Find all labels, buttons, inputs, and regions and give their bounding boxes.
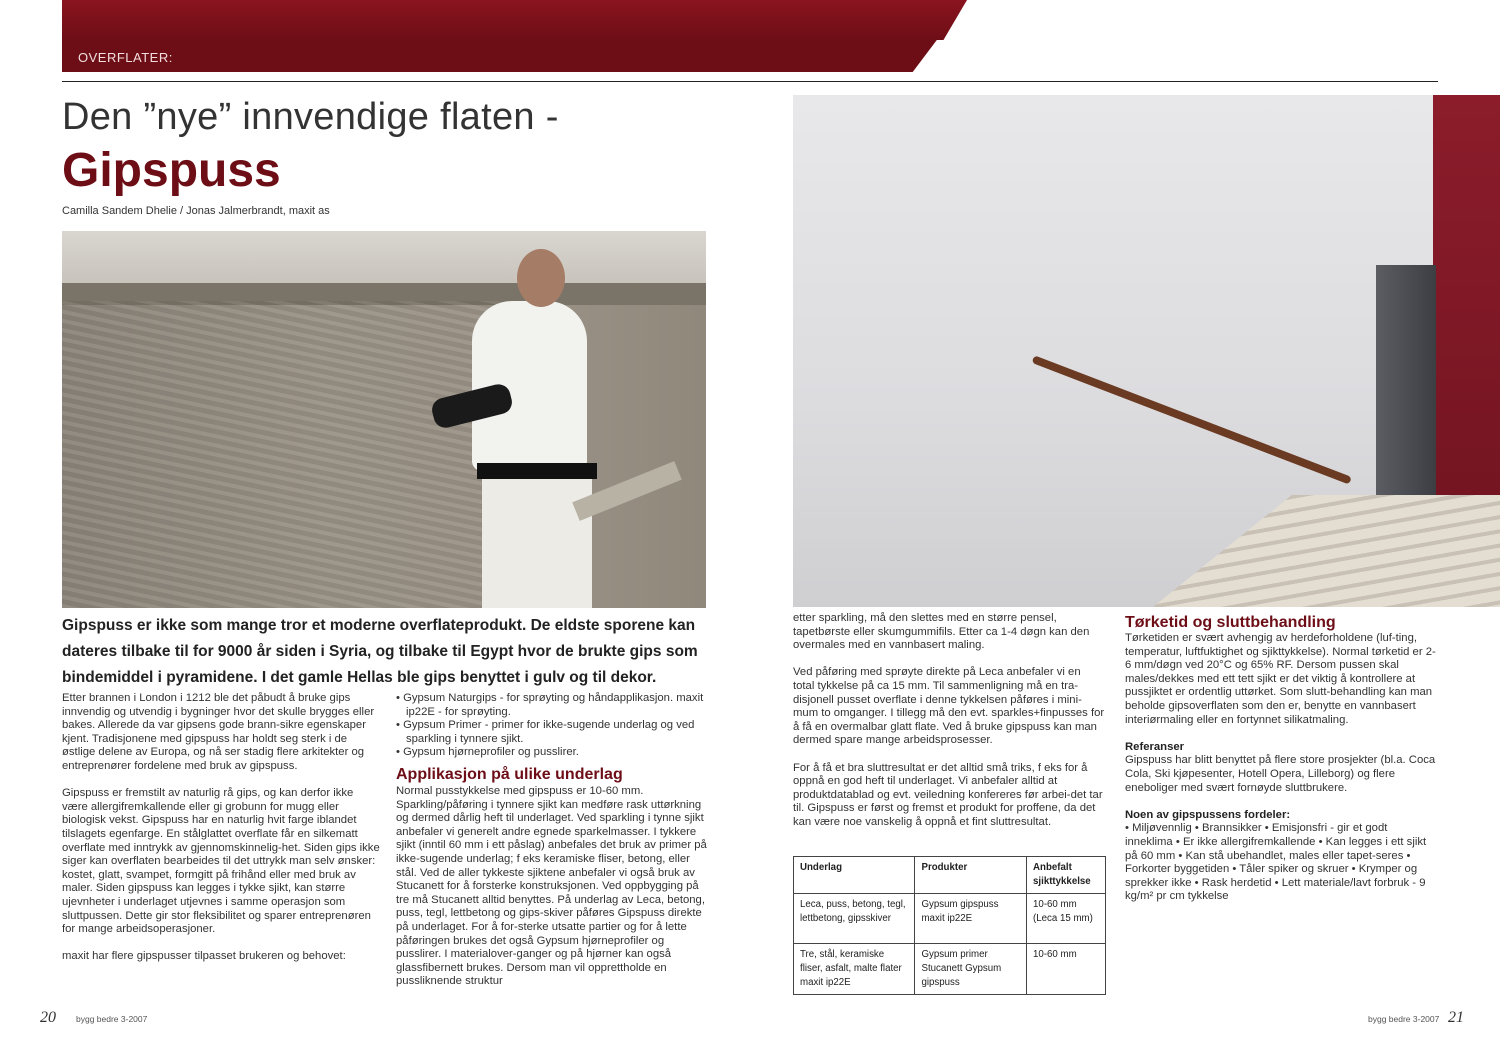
section-label: OVERFLATER: [78,50,173,65]
stairwell-photo [793,95,1500,607]
paragraph: For å få et bra sluttresultat er det alltid små triks, f eks for å oppnå en god heft til underlaget. Vi anbefaler alltid at produktdatablad og evt. veiledning konfereres før arbei-det tar til. Gipspuss er først og fremst et produkt for proffene, da det kan være noe vanskelig å oppnå et fint sluttresultat. [793,761,1103,828]
table-header-row [794,857,1106,894]
page-number-left: 20 [40,1009,56,1026]
subheading: Noen av gipspussens fordeler: [1125,808,1291,821]
table-cell: 10-60 mm [1027,944,1106,995]
paragraph: Gipspuss er fremstilt av naturlig rå gips, og kan derfor ikke være allergifremkallende eller gi grobunn for mugg eller biologisk vekst. Gipspuss har en naturlig hvit farge iblandet tilslagets egenfarge. En stålglattet overflate får en silkematt overflate med inntrykk av gjennomskinnelig-het. Siden gips ikke siger kan overflaten bearbeides til det uttrykk man selv ønsker: kostet, glatt, svampet, formgitt på frihånd eller med bruk av maler. Siden gipspuss kan legges i tykke sjikt, kan større ujevnheter i underlaget utjevnes i samme operasjon som sluttpussen. Dette gir stor fleksibilitet og sparer entreprenøren for mange arbeidsoperasjoner. [62,787,380,936]
paragraph: Gipspuss har blitt benyttet på flere store prosjekter (bl.a. Coca Cola, Ski kjøpesenter, Hotell Opera, Lilleborg) og flere eneboliger med svært fornøyde sluttbrukere. [1125,754,1436,794]
plasterer-photo [62,231,706,608]
lead-paragraph: Gipspuss er ikke som mange tror et moderne overflateprodukt. De eldste sporene kan dateres tilbake til for 9000 år siden i Syria, og tilbake til Egypt hvor de brukte gips som bindemiddel i pyramidene. I det gamle Hellas ble gips benyttet i gulv og til dekor. [62,617,698,686]
table-row [794,944,1106,995]
list-item: • Gypsum hjørneprofiler og pusslirer. [396,746,579,759]
table-cell: Gypsum primer Stucanett Gypsum gipspuss [915,944,1027,995]
section-heading: Applikasjon på ulike underlag [396,765,623,783]
article-authors: Camilla Sandem Dhelie / Jonas Jalmerbrandt, maxit as [62,205,330,217]
article-title: Den ”nye” innvendige flaten - [62,96,559,138]
table-cell: 10-60 mm (Leca 15 mm) [1027,894,1106,944]
paragraph: Etter brannen i London i 1212 ble det påbudt å bruke gips innvendig og utvendig i bygninger hvor det skulle brygges eller bakes. Allerede da var gipsens gode brann-sikre egenskaper kjent. Tradisjonene med gipspuss har holdt seg sterk i de østlige delene av Europa, og nå ser stadig flere arkitekter og entreprenører fordelene med bruk av gipspuss. [62,692,375,772]
paragraph: etter sparkling, må den slettes med en større pensel, tapetbørste eller skumgummifils. Etter ca 1-4 døgn kan den overmales med en vannbasert maling. [793,612,1090,652]
list-item: • Gypsum Naturgips - for sprøyting og håndapplikasjon. maxit ip22E - for sprøyting. [396,692,704,718]
text-column-2 [396,692,708,989]
section-heading: Tørketid og sluttbehandling [1125,614,1336,631]
substrate-table [793,856,1106,995]
publication-left: bygg bedre 3-2007 [76,1014,148,1024]
table-header-cell: Underlag [794,857,915,894]
table-header-cell: Anbefalt sjikttykkelse [1027,857,1106,894]
paragraph: Tørketiden er svært avhengig av herdeforholdene (luf-ting, temperatur, luftfuktighet og sjikttykkelse). Normal tørketid er 2-6 mm/døgn ved 20°C og 65% RF. Dersom pussen skal males/dekkes med ett tett sjikt er det viktig å kontrollere at pussjiktet er ordentlig uttørket. Som slutt-behandling kan man beholde gipsoverflaten som den er, benytte en vannbasert interiørmaling eller en fortynnet silikatmaling. [1125,632,1436,726]
table-header-cell: Produkter [915,857,1027,894]
advantages-list: • Miljøvennlig • Brannsikker • Emisjonsfri - gir et godt inneklima • Er ikke allergifremkallende • Kan legges i ett sjikt på 60 mm • Kan stå ubehandlet, males eller tapet-seres • Forkorter byggetiden • Tåler spiker og skruer • Krymper og sprekker ikke • Rask herdetid • Lett materiale/lavt forbruk - 9 kg/m² pr cm tykkelse [1125,822,1427,903]
paragraph: Ved påføring med sprøyte direkte på Leca anbefaler vi en total tykkelse på ca 15 mm. Til sammenligning må en tra-disjonell pusset overflate i denne tykkelsen påføres i mini-mum to omganger. I tillegg må den evt. sparkles+finpusses for å få en overmalbar glatt flate. Ved å bruke gipspuss kan man dermed spare mange arbeidsprosesser. [793,666,1105,747]
table-cell: Tre, stål, keramiske fliser, asfalt, malte flater maxit ip22E [794,944,915,995]
table-cell: Leca, puss, betong, tegl, lettbetong, gipsskiver [794,894,915,944]
list-item: • Gypsum Primer - primer for ikke-sugende underlag og ved sparkling i tynnere sjikt. [396,719,695,745]
table-cell: Gypsum gipspuss maxit ip22E [915,894,1027,944]
subheading: Referanser [1125,740,1185,753]
table-row [794,894,1106,944]
header-banner-shade [62,0,967,40]
page-number-right: 21 [1448,1009,1464,1026]
header-rule [62,81,1438,82]
paragraph: maxit har flere gipspusser tilpasset brukeren og behovet: [62,950,346,963]
text-column-3 [793,612,1105,843]
publication-right: bygg bedre 3-2007 [1368,1014,1440,1024]
text-column-1 [62,692,380,977]
article-title-highlight: Gipspuss [62,144,281,197]
text-column-4 [1125,632,1437,904]
paragraph: Normal pusstykkelse med gipspuss er 10-60 mm. Sparkling/påføring i tynnere sjikt kan medføre rask uttørkning og dermed dårlig heft til underlaget. Ved sparkling i tynne sjikt anbefaler vi generelt andre egnede sparkelmasser. I tykkere sjikt (inntil 60 mm i ett påslag) anbefales det bruk av primer på ikke-sugende underlag; f eks keramiske fliser, betong, eller stål. Ved de aller tykkeste sjiktene anbefaler vi også bruk av Stucanett for å forsterke konstruksjonen. Ved oppbygging på tre må Stucanett alltid benyttes. På underlag av Leca, betong, puss, tegl, lettbetong og gips-skiver påføres Gipspuss direkte på underlaget. For å for-sterke utsatte partier og for å lette påføringen brukes det også Gypsum hjørneprofiler og pusslirer. I materialover-ganger og på hjørner kan også glassfibernett brukes. Dersom man vil opprettholde en pussliknende struktur [396,784,707,988]
